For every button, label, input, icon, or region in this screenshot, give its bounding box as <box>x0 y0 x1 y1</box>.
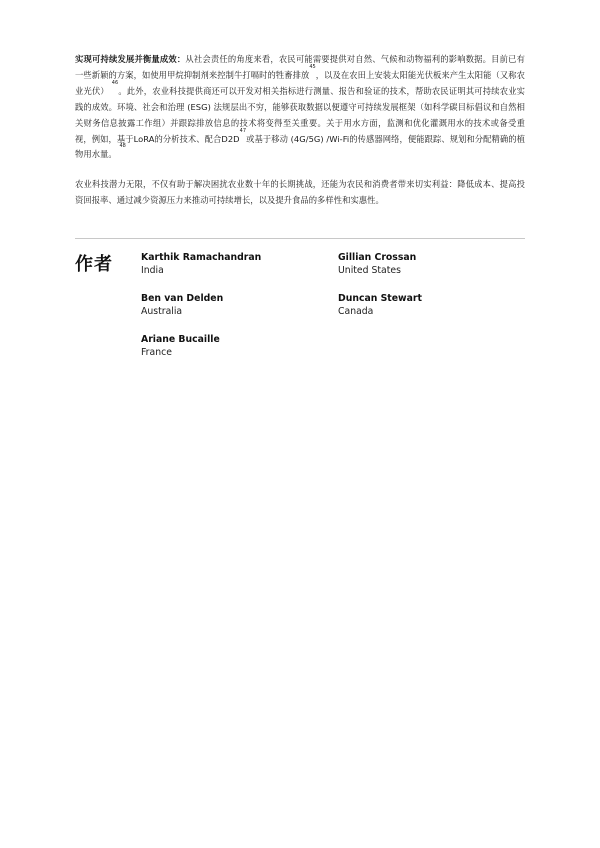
paragraph-sustainability <box>75 52 525 163</box>
footnote-ref[interactable]: 45 <box>309 63 316 70</box>
author-name: Ben van Delden <box>141 293 224 304</box>
author-name: Karthik Ramachandran <box>141 252 262 263</box>
author-name: Duncan Stewart <box>338 293 422 304</box>
footnote-ref[interactable]: 47 <box>239 127 247 134</box>
author-card <box>338 293 518 319</box>
footnote-ref[interactable]: 46 <box>111 79 119 86</box>
author-card <box>338 252 518 278</box>
author-country: Australia <box>141 306 183 317</box>
author-name: Gillian Crossan <box>338 252 417 263</box>
paragraph-text: 从社会责任的角度来看，农民可能需要提供对自然、气候和动物福利的影响数据。目前已有一些新颖的方案，如使用甲烷抑制剂来控制牛打嗝时的牲畜排放 <box>75 54 525 80</box>
footnote-ref[interactable]: 48 <box>119 143 126 150</box>
author-name: Ariane Bucaille <box>141 334 220 345</box>
authors-heading: 作者 <box>75 254 113 275</box>
section-divider <box>75 238 525 239</box>
paragraph-text: ，以及在农田上安装太阳能光伏板来产生太阳能（又称农业光伏） <box>75 69 525 96</box>
paragraph-text: 。此外，农业科技提供商还可以开发对相关指标进行测量、报告和验证的技术，帮助农民证明其可持续农业实践的成效。环境、社会和治理 (ESG) 法规层出不穷，能够获取数据以便遵守可持续发展框架（如科学碳目标倡议和自然相关财务信息披露工作组）并跟踪排放信息的技术将变得至关重要。关于用水方面，监测和优化灌溉用水的技术或备受重视，例如，基于LoRA的分析技术、配合D2D <box>75 85 526 144</box>
paragraph-lead: 实现可持续发展并衡量成效： <box>75 54 186 64</box>
author-country: India <box>141 265 164 276</box>
author-card <box>141 252 321 278</box>
author-country: France <box>141 347 172 358</box>
author-card <box>141 293 321 319</box>
paragraph-text: 或基于移动 (4G/5G) /Wi-Fi的传感器网络，便能跟踪、规划和分配精确的植物用水量。 <box>75 133 525 160</box>
author-country: United States <box>338 265 401 276</box>
paragraph-conclusion: 农业科技潜力无限，不仅有助于解决困扰农业数十年的长期挑战，还能为农民和消费者带来切实利益：降低成本、提高投资回报率、通过减少资源压力来推动可持续增长，以及提升食品的多样性和实惠性。 <box>75 179 525 206</box>
author-card <box>141 334 321 360</box>
body-text <box>75 52 525 209</box>
author-country: Canada <box>338 306 374 317</box>
